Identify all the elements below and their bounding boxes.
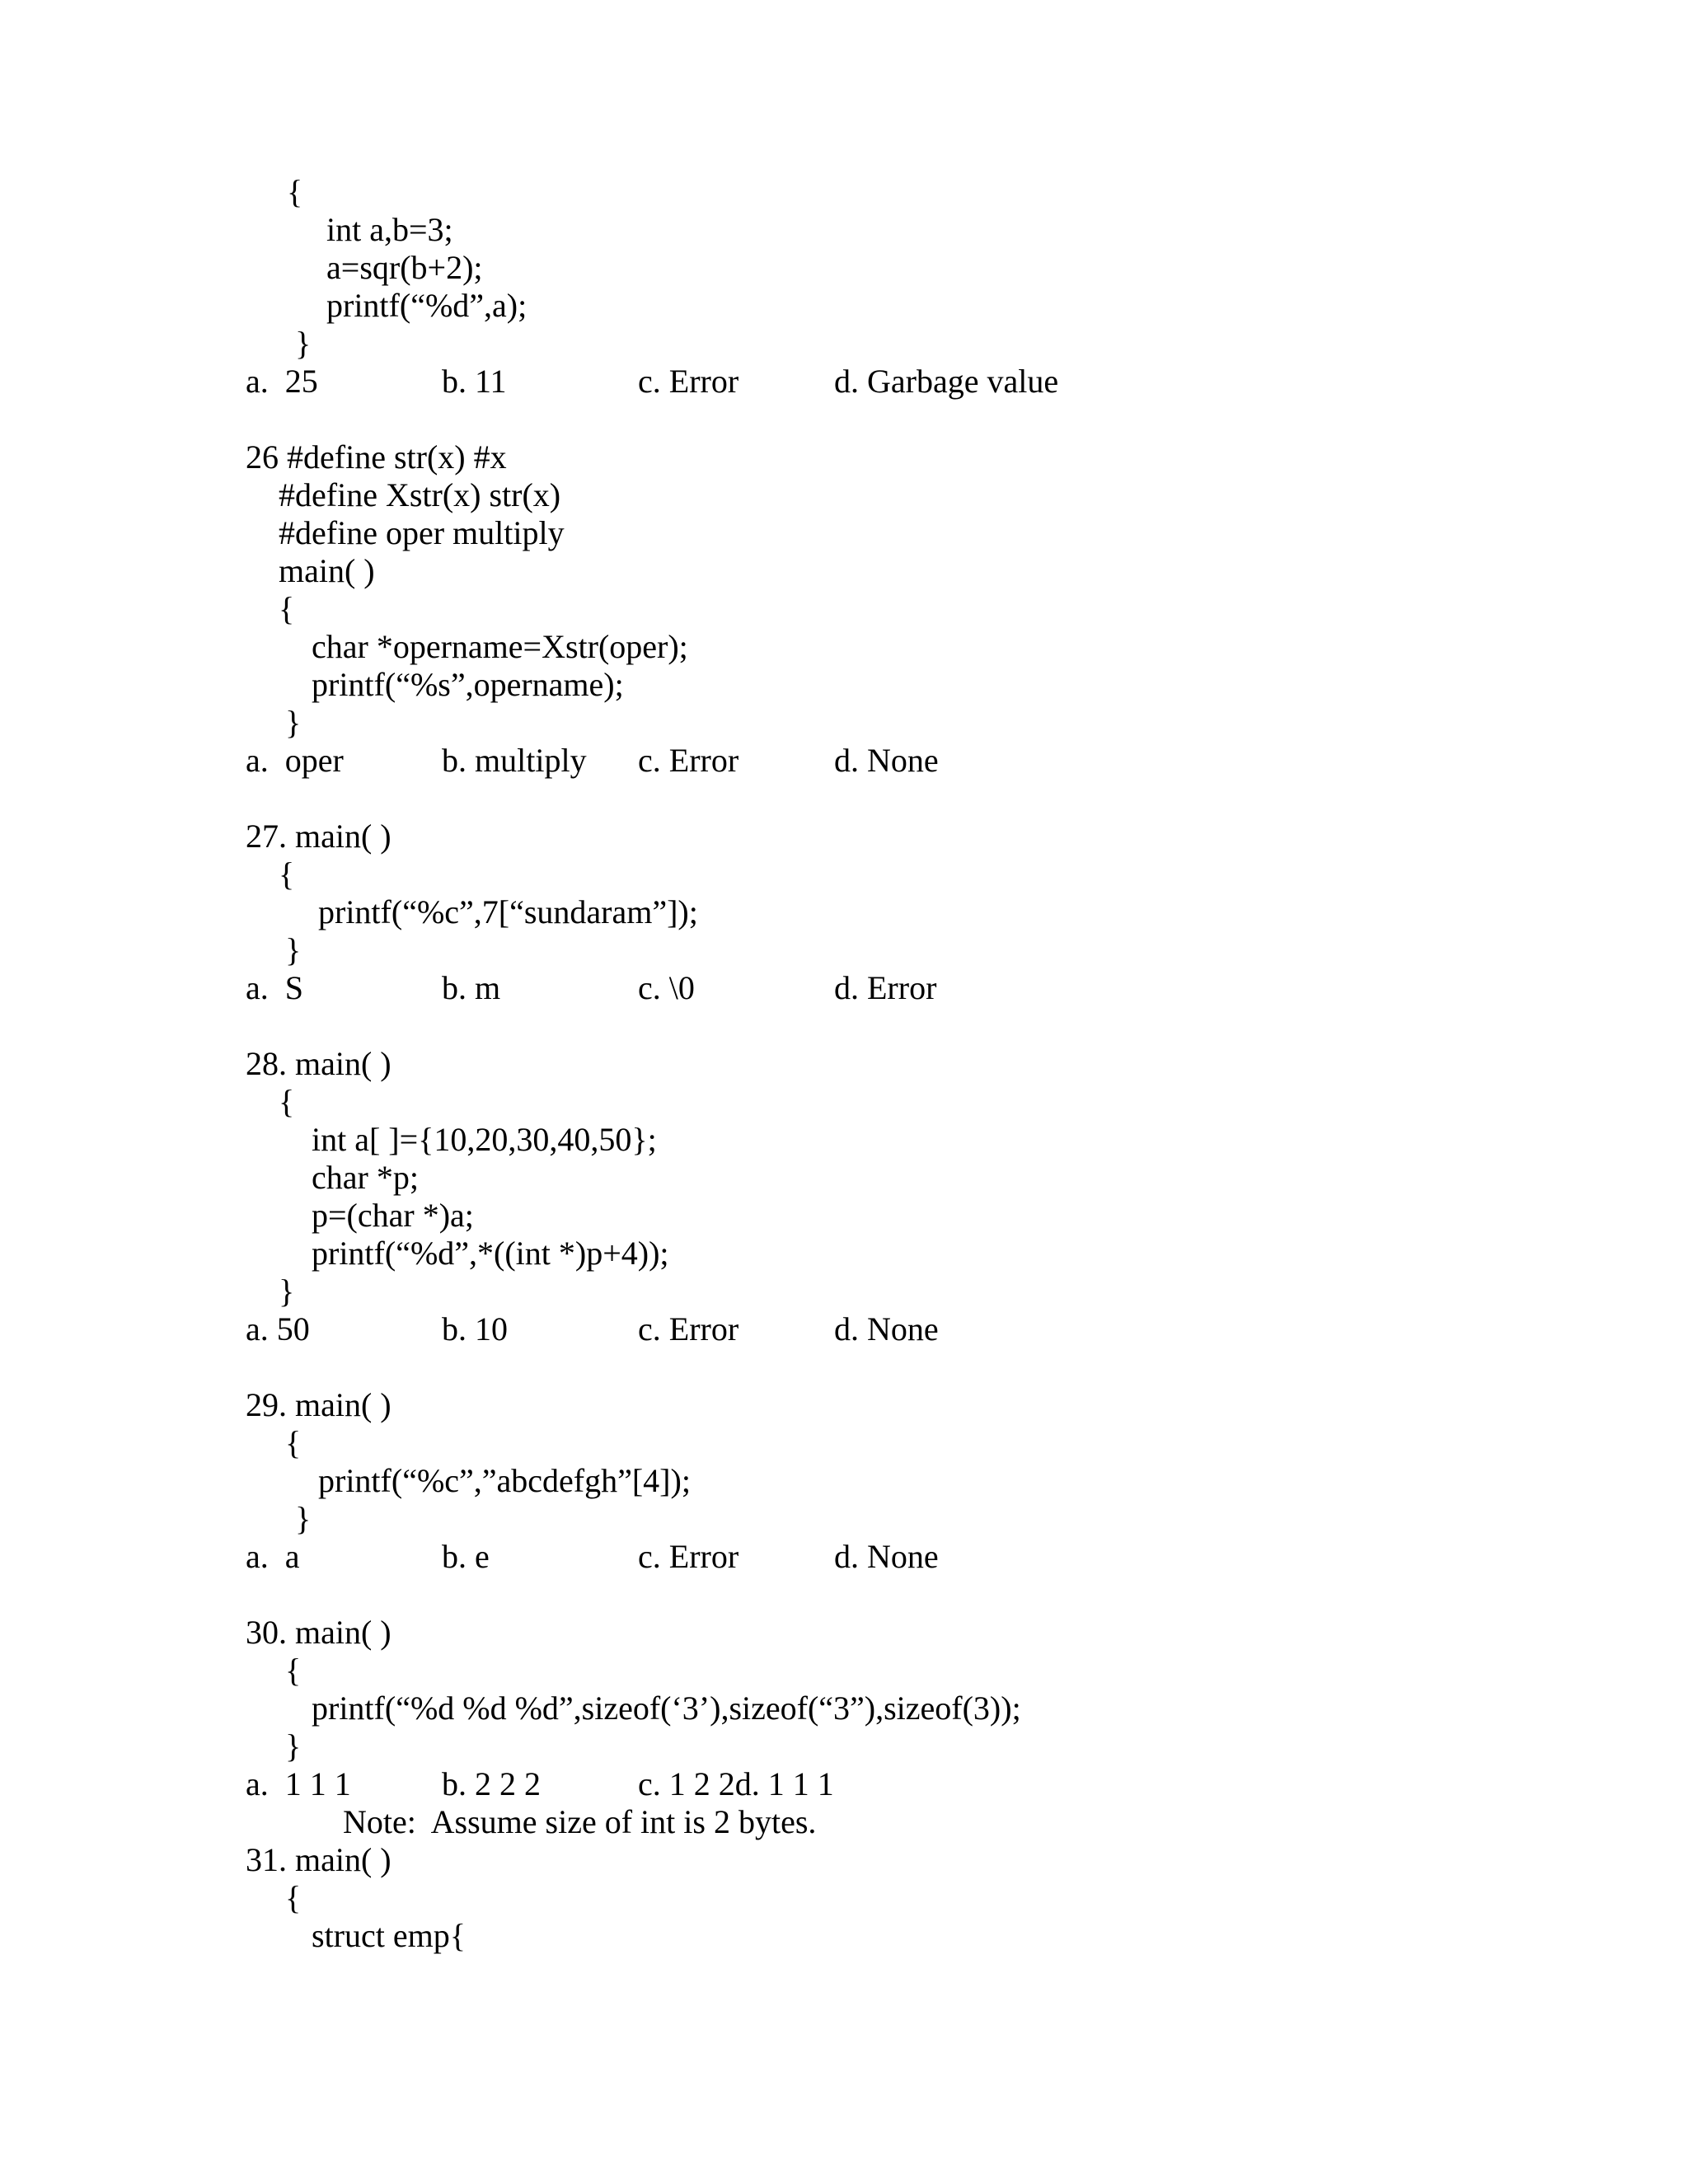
code-line: printf(“%d”,*((int *)p+4));: [312, 1235, 669, 1272]
option-b: b. m: [442, 969, 501, 1006]
question-heading: 28. main( ): [246, 1045, 392, 1082]
code-line: {: [285, 1879, 302, 1916]
option-d: d. Error: [834, 969, 937, 1006]
option-a: a. 50: [246, 1310, 310, 1347]
code-line: printf(“%c”,”abcdefgh”[4]);: [318, 1462, 691, 1499]
code-line: #define Xstr(x) str(x): [279, 476, 561, 513]
code-line: }: [279, 1272, 295, 1310]
option-a: a. a: [246, 1538, 300, 1575]
note-text: Note: Assume size of int is 2 bytes.: [343, 1803, 817, 1840]
option-a: a. S: [246, 969, 303, 1006]
option-c: c. Error: [638, 742, 739, 779]
code-line: {: [279, 1083, 295, 1120]
code-line: p=(char *)a;: [312, 1197, 474, 1234]
option-d: d. None: [834, 742, 939, 779]
code-line: }: [295, 1500, 312, 1537]
code-line: {: [287, 173, 303, 210]
code-line: }: [285, 1727, 302, 1765]
option-c: c. Error: [638, 1538, 739, 1575]
question-heading: 27. main( ): [246, 818, 392, 855]
code-line: int a,b=3;: [326, 211, 453, 248]
code-line: printf(“%c”,7[“sundaram”]);: [318, 893, 698, 930]
option-d: d. Garbage value: [834, 363, 1059, 400]
option-d: d. None: [834, 1538, 939, 1575]
option-a: a. 25: [246, 363, 318, 400]
option-c: c. \0: [638, 969, 695, 1006]
code-line: {: [279, 855, 295, 893]
question-heading: 30. main( ): [246, 1614, 392, 1651]
code-line: }: [285, 704, 302, 741]
code-line: a=sqr(b+2);: [326, 249, 483, 286]
code-line: char *opername=Xstr(oper);: [312, 628, 688, 665]
option-c-d: c. 1 2 2d. 1 1 1: [638, 1765, 834, 1802]
option-a: a. 1 1 1: [246, 1765, 351, 1802]
code-line: #define oper multiply: [279, 514, 565, 551]
code-line: {: [285, 1652, 302, 1689]
option-d: d. None: [834, 1310, 939, 1347]
question-heading: 29. main( ): [246, 1386, 392, 1423]
code-line: }: [295, 325, 312, 362]
option-b: b. e: [442, 1538, 490, 1575]
code-line: struct emp{: [312, 1917, 466, 1954]
code-line: printf(“%d”,a);: [326, 287, 528, 324]
question-heading: 31. main( ): [246, 1841, 392, 1878]
code-line: printf(“%d %d %d”,sizeof(‘3’),sizeof(“3”),sizeof(3));: [312, 1690, 1021, 1727]
option-c: c. Error: [638, 1310, 739, 1347]
option-b: b. 11: [442, 363, 507, 400]
code-line: {: [279, 590, 295, 627]
code-line: char *p;: [312, 1159, 419, 1196]
option-c: c. Error: [638, 363, 739, 400]
option-b: b. 2 2 2: [442, 1765, 541, 1802]
question-heading: 26 #define str(x) #x: [246, 438, 507, 476]
code-line: int a[ ]={10,20,30,40,50};: [312, 1121, 657, 1158]
option-a: a. oper: [246, 742, 344, 779]
code-line: {: [285, 1424, 302, 1461]
code-line: printf(“%s”,opername);: [312, 666, 624, 703]
option-b: b. multiply: [442, 742, 587, 779]
code-line: main( ): [279, 552, 375, 589]
option-b: b. 10: [442, 1310, 508, 1347]
code-line: }: [285, 931, 302, 968]
